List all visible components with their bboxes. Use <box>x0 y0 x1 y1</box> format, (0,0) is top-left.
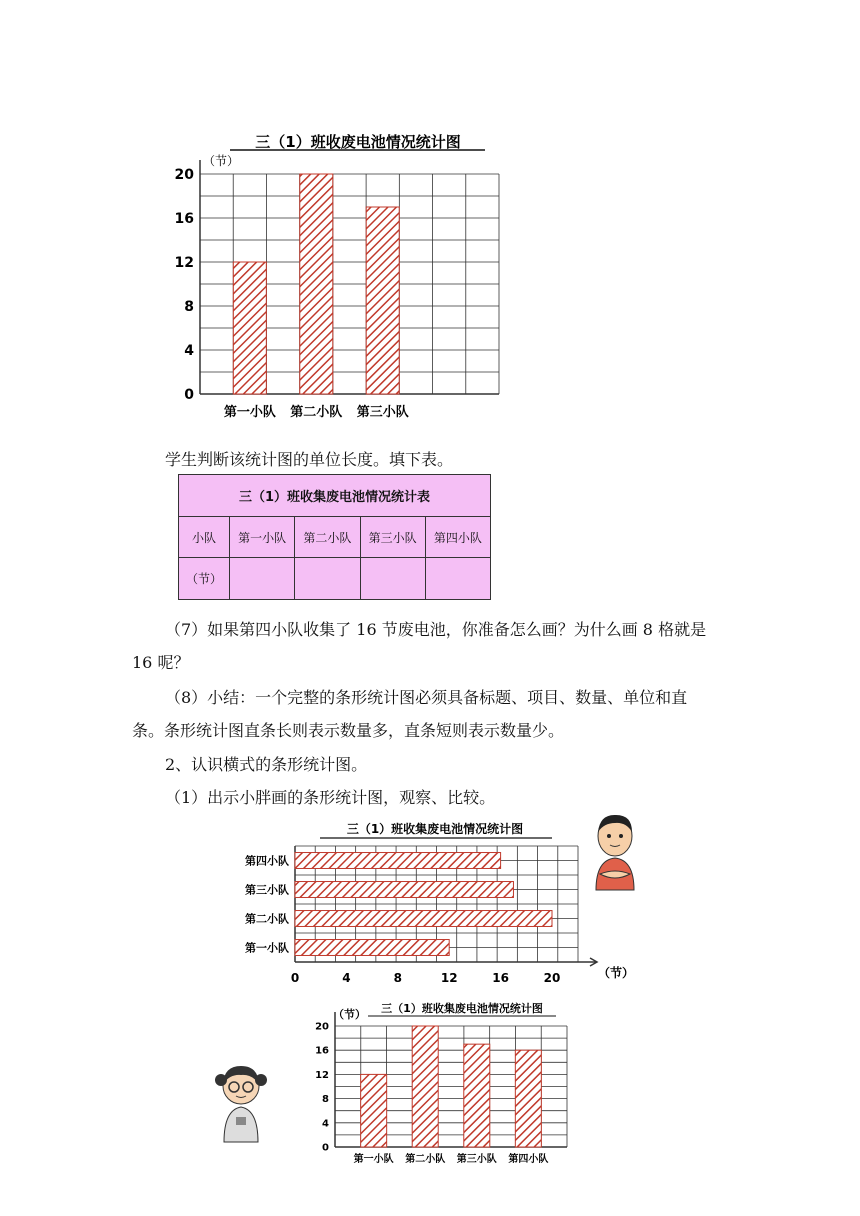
table-col-4: 第四小队 <box>425 517 490 558</box>
boy-avatar <box>590 812 640 892</box>
x-tick-label: 12 <box>440 971 458 985</box>
chart3-title: 三（1）班收集废电池情况统计图 <box>381 1002 543 1015</box>
table-col-1: 第一小队 <box>230 517 295 558</box>
category-label: 第三小队 <box>356 405 409 420</box>
chart1-unit: （节） <box>203 154 240 168</box>
paragraph-show-chart: （1）出示小胖画的条形统计图，观察、比较。 <box>165 788 496 807</box>
y-tick-label: 12 <box>315 1069 329 1081</box>
girl-avatar <box>212 1062 270 1144</box>
category-label: 第一小队 <box>353 1154 394 1165</box>
y-tick-label: 4 <box>184 342 194 359</box>
category-label: 第二小队 <box>405 1154 446 1165</box>
category-label: 第三小队 <box>456 1154 497 1165</box>
bar-2 <box>412 1026 438 1147</box>
category-label: 第二小队 <box>245 912 289 926</box>
bar-4 <box>515 1050 541 1147</box>
category-label: 第四小队 <box>508 1154 549 1165</box>
paragraph-section-2: 2、认识横式的条形统计图。 <box>165 755 368 774</box>
table-row-label: （节） <box>179 558 230 600</box>
y-tick-label: 0 <box>184 386 194 403</box>
y-tick-label: 8 <box>184 298 194 315</box>
y-tick-label: 12 <box>174 254 194 271</box>
bar-3 <box>464 1044 490 1147</box>
y-tick-label: 20 <box>315 1021 329 1033</box>
category-label: 第四小队 <box>245 854 289 868</box>
category-label: 第一小队 <box>245 941 289 955</box>
category-label: 第一小队 <box>223 405 276 420</box>
y-tick-label: 4 <box>322 1118 329 1130</box>
category-label: 第三小队 <box>245 883 289 897</box>
x-tick-label: 16 <box>492 971 509 985</box>
x-tick-label: 0 <box>290 971 300 985</box>
y-tick-label: 20 <box>174 166 194 183</box>
y-tick-label: 8 <box>322 1094 329 1106</box>
table-col-2: 第二小队 <box>295 517 360 558</box>
chart1-title: 三（1）班收废电池情况统计图 <box>255 133 461 151</box>
x-tick-label: 4 <box>342 971 351 985</box>
y-tick-label: 16 <box>174 210 194 227</box>
chart2-title: 三（1）班收集废电池情况统计图 <box>346 822 524 836</box>
x-tick-label: 20 <box>543 971 561 985</box>
paragraph-question-7-line2: 16 呢？ <box>132 653 190 672</box>
table-title: 三（1）班收集废电池情况统计表 <box>179 475 491 517</box>
y-tick-label: 0 <box>322 1142 329 1154</box>
paragraph-summary-line1: （8）小结：一个完整的条形统计图必须具备标题、项目、数量、单位和直 <box>165 688 688 707</box>
table-col-3: 第三小队 <box>360 517 425 558</box>
table-header-label: 小队 <box>179 517 230 558</box>
paragraph-unit-length: 学生判断该统计图的单位长度。填下表。 <box>165 450 454 469</box>
bar-1 <box>361 1074 387 1147</box>
category-label: 第二小队 <box>290 405 343 420</box>
y-tick-label: 16 <box>315 1045 329 1057</box>
paragraph-summary-line2: 条。条形统计图直条长则表示数量多，直条短则表示数量少。 <box>132 721 565 740</box>
x-tick-label: 8 <box>393 971 402 985</box>
chart2-unit: （节） <box>598 966 635 980</box>
paragraph-question-7-line1: （7）如果第四小队收集了 16 节废电池，你准备怎么画？为什么画 8 格就是 <box>165 620 707 639</box>
chart3-unit: （节） <box>333 1008 366 1021</box>
